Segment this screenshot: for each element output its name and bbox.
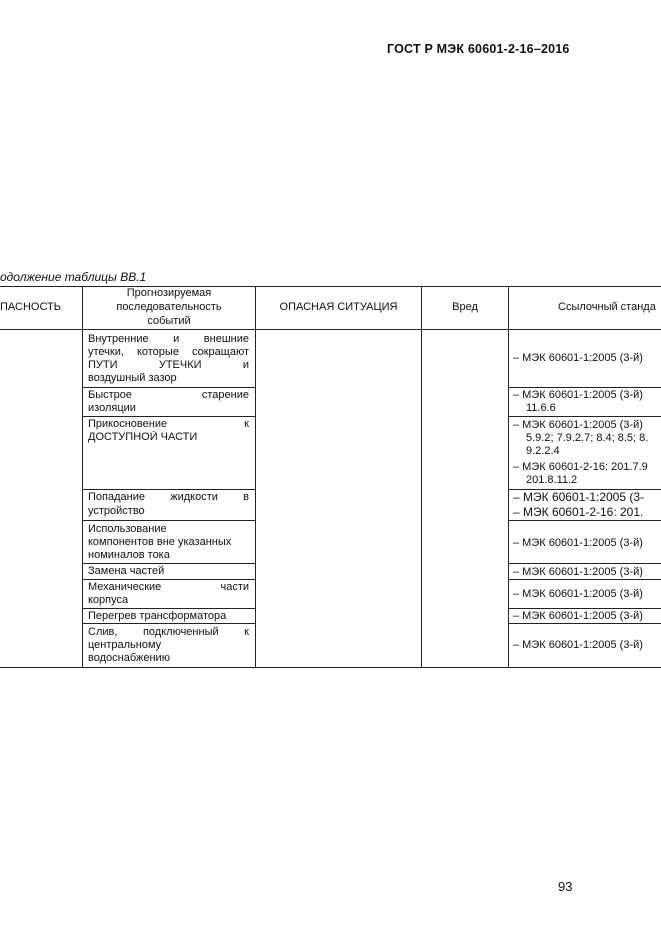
event-text-line: водоснабжению [88, 652, 170, 664]
reference-text-line: 201.8.11.2 [526, 474, 578, 486]
event-text-line: Прикосновение к [88, 418, 249, 430]
column-header-situation: ОПАСНАЯ СИТУАЦИЯ [279, 301, 398, 313]
row-divider [508, 387, 661, 388]
reference-text-line: 11.6.6 [526, 402, 556, 414]
row-divider [82, 608, 255, 609]
event-text-line: ДОСТУПНОЙ ЧАСТИ [88, 431, 198, 443]
column-divider [82, 286, 83, 668]
event-text-line: устройство [88, 505, 145, 517]
table-header-border [0, 329, 661, 330]
row-divider [82, 579, 255, 580]
reference-text-line: – МЭК 60601-1:2005 (3-й) [513, 352, 643, 364]
event-text-line: номиналов тока [88, 549, 170, 561]
event-text-line: компонентов вне указанных [88, 536, 232, 548]
event-text-line: Попадание жидкости в [88, 491, 249, 503]
event-text-line: Быстрое старение [88, 389, 249, 401]
reference-text-line: – МЭК 60601-1:2005 (3-й) [513, 639, 643, 651]
row-divider [82, 520, 255, 521]
page-number: 93 [558, 879, 573, 894]
event-text-line: воздушный зазор [88, 372, 177, 384]
event-text-line: Внутренние и внешние [88, 333, 249, 345]
reference-text-line: 5.9.2; 7.9.2.7; 8.4; 8.5; 8. [526, 432, 649, 444]
row-divider [508, 416, 661, 417]
row-divider [82, 387, 255, 388]
table-caption: одолжение таблицы ВВ.1 [0, 270, 147, 284]
row-divider [508, 579, 661, 580]
event-text-line: изоляции [88, 402, 136, 414]
event-text-line: центральному [88, 639, 162, 651]
row-divider [82, 489, 255, 490]
reference-text-line: 9.2.2.4 [526, 445, 560, 457]
row-divider [508, 608, 661, 609]
row-divider [82, 623, 255, 624]
reference-text-line: – МЭК 60601-1:2005 (3-й) [513, 588, 643, 600]
column-header-harm: Вред [452, 301, 478, 313]
reference-text-line: – МЭК 60601-2-16: 201. [513, 506, 644, 519]
row-divider [508, 520, 661, 521]
column-divider [421, 286, 422, 668]
reference-text-line: – МЭК 60601-1:2005 (3- [513, 491, 645, 504]
event-text-line: утечки, которые сокращают [88, 346, 249, 358]
event-text-line: ПУТИ УТЕЧКИ и [88, 359, 249, 371]
column-header-events-line: событий [147, 315, 191, 327]
column-header-events-line: Прогнозируемая [126, 287, 212, 299]
row-divider [82, 563, 255, 564]
event-text-line: Замена частей [88, 565, 165, 577]
document-header: ГОСТ Р МЭК 60601-2-16–2016 [387, 42, 570, 56]
row-divider [508, 623, 661, 624]
reference-text-line: – МЭК 60601-1:2005 (3-й) [513, 610, 643, 622]
event-text-line: Перегрев трансформатора [88, 610, 227, 622]
reference-text-line: – МЭК 60601-1:2005 (3-й) [513, 419, 643, 431]
reference-text-line: – МЭК 60601-1:2005 (3-й) [513, 566, 643, 578]
column-divider [508, 286, 509, 668]
event-text-line: Слив, подключенный к [88, 626, 249, 638]
column-header-reference: Ссылочный станда [558, 301, 656, 313]
row-divider [82, 416, 255, 417]
reference-text-line: – МЭК 60601-1:2005 (3-й) [513, 537, 643, 549]
row-divider [508, 489, 661, 490]
row-divider [508, 563, 661, 564]
event-text-line: Использование [88, 523, 167, 535]
column-header-events-line: последовательность [116, 301, 222, 313]
reference-text-line: – МЭК 60601-1:2005 (3-й) [513, 389, 643, 401]
column-divider [255, 286, 256, 668]
column-header-hazard: ПАСНОСТЬ [0, 301, 61, 313]
table-bottom-border [0, 667, 661, 668]
event-text-line: Механические части [88, 581, 249, 593]
reference-text-line: – МЭК 60601-2-16: 201.7.9 [513, 461, 648, 473]
event-text-line: корпуса [88, 594, 129, 606]
